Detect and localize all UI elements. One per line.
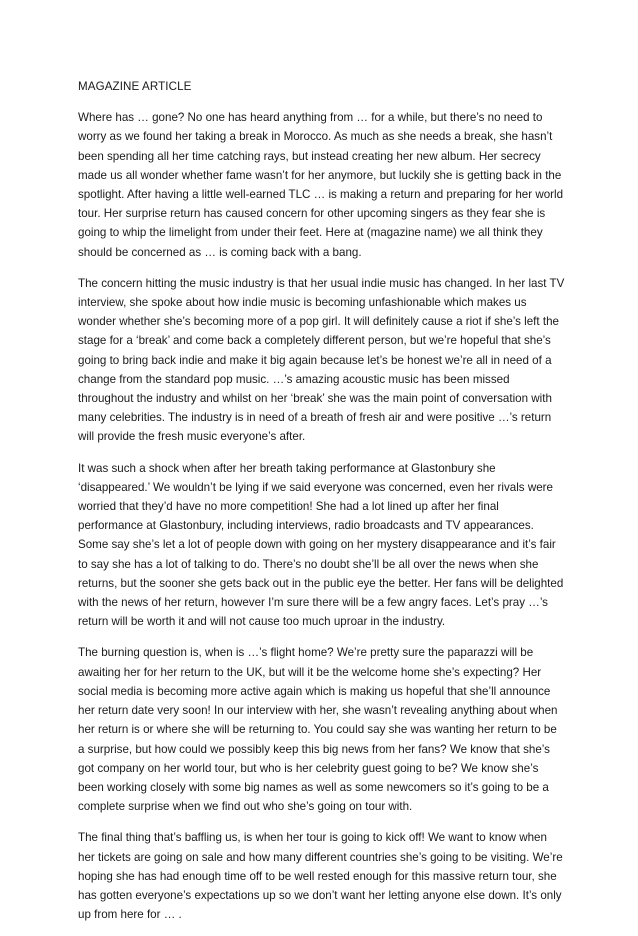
paragraph-5: The final thing that’s baffling us, is when her tour is going to kick off! We want to know when her tickets are going on sale and how many different countries she’s going to be visiting. We’re hoping she has had enough time off to be well rested enough for this massive return tour, she has gotten everyone’s expectations up so we don’t want her letting anyone else down. It’s only up from here for … . [78,831,563,922]
paragraph-4: The burning question is, when is …’s flight home? We’re pretty sure the paparazzi will be awaiting her for her return to the UK, but will it be the welcome home she’s expecting? Her social media is becoming more active again which is making us hopeful that she’ll announce her return date very soon! In our interview with her, she wasn’t revealing anything about when her return is or where she will be returning to. You could say she was wanting her return to be a surprise, but how could we possibly keep this big news from her fans? We know that she’s got company on her world tour, but who is her celebrity guest going to be? We know she’s been working closely with some big names as well as some newcomers so it’s going to be a complete surprise when we find out who she’s going on tour with. [78,646,558,814]
document-page [78,77,566,936]
document-heading: MAGAZINE ARTICLE [78,80,192,93]
paragraph-2: The concern hitting the music industry is that her usual indie music has changed. In her last TV interview, she spoke about how indie music is becoming unfashionable which makes us wonder whether she’s becoming more of a pop girl. It will definitely cause a riot if she’s left the stage for a ‘break’ and come back a completely different person, but we’re hopeful that she’s going to bring back indie and make it big again because let’s be honest we’re all in need of a change from the standard pop music. …’s amazing acoustic music has been missed throughout the industry and whilst on her ‘break’ she was the main point of conversation with many celebrities. The industry is in need of a breath of fresh air and were positive …’s return will provide the fresh music everyone’s after. [78,276,565,444]
paragraph-3: It was such a shock when after her breath taking performance at Glastonbury she ‘disappeared.’ We wouldn’t be lying if we said everyone was concerned, even her rivals were worried that they’d have no more competition! She had a lot lined up after her final performance at Glastonbury, including interviews, radio broadcasts and TV appearances. Some say she’s let a lot of people down with going on her mystery disappearance and it’s fair to say she has a lot of talking to do. There’s no doubt she’ll be all over the news when she returns, but the sooner she gets back out in the public eye the better. Her fans will be delighted with the news of her return, however I’m sure there will be a few angry faces. Let’s pray …’s return will be worth it and will not cause too much uproar in the industry. [78,461,564,629]
paragraph-1: Where has … gone? No one has heard anything from … for a while, but there’s no need to worry as we found her taking a break in Morocco. As much as she needs a break, she hasn’t been spending all her time catching rays, but instead creating her new album. Her secrecy made us all wonder whether fame wasn’t for her anymore, but luckily she is getting back in the spotlight. After having a little well-earned TLC … is making a return and preparing for her world tour. Her surprise return has caused concern for other upcoming singers as they fear she is going to whip the limelight from under their feet. Here at (magazine name) we all think they should be concerned as … is coming back with a bang. [78,111,564,259]
